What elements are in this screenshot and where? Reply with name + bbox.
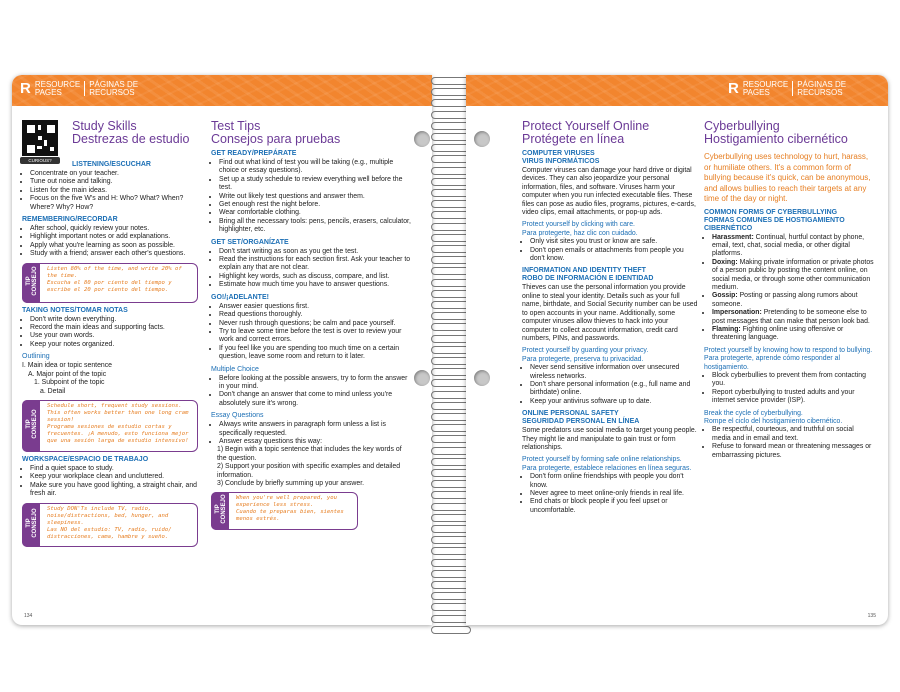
consejo-label: CONSEJO [32, 409, 38, 439]
consejo-label: CONSEJO [221, 494, 227, 525]
resource-line1: RESOURCE [34, 79, 81, 89]
forms-heading-es: FORMAS COMUNES DE HOSTIGAMIENTO CIBERNÉTICO [704, 216, 845, 232]
spiral-ring [431, 469, 471, 477]
outline-line: A. Major point of the topic [28, 370, 107, 378]
tip-text-es: Programa sesiones de estudio cortas y frecuentes. ¡A menudo, esto funciona mejor que una sesión larga de estudio intensivo! [47, 423, 189, 444]
page-number-right: 135 [867, 613, 876, 619]
privacy-subheading-en: Protect yourself by guarding your privacy. [522, 347, 649, 355]
spiral-ring [431, 346, 471, 354]
rel-subheading-en: Protect yourself by forming safe online relationships. [522, 456, 682, 464]
list-item: • Focus on the five W's and H: Who? What? When? Where? Why? How? [30, 195, 208, 212]
list-item: • Before looking at the possible answers, try to form the answer in your mind. [219, 375, 411, 392]
recursos-line1: PÁGINAS DE [89, 79, 139, 89]
spiral-ring [431, 424, 471, 432]
remembering-heading: REMEMBERING/RECORDAR [22, 216, 118, 224]
list-item: • Report cyberbullying to trusted adults and your internet service provider (ISP). [712, 389, 874, 406]
spiral-ring [431, 211, 471, 219]
rel-subheading-es: Para protegerte, establece relaciones en línea seguras. [522, 464, 692, 472]
list-item: • Concentrate on your teacher. [30, 170, 208, 178]
spiral-ring [431, 88, 471, 96]
binder-hole [474, 370, 490, 386]
go-heading: GO!/¡ADELANTE! [211, 293, 269, 301]
list-item: • Flaming: Fighting online using offensive or threatening language. [712, 326, 874, 343]
essay-step: 2) Support your position with specific examples and detailed information. [217, 463, 401, 479]
spiral-ring [431, 379, 471, 387]
safety-heading-es: SEGURIDAD PERSONAL EN LÍNEA [522, 418, 640, 426]
spiral-ring [431, 626, 471, 634]
right-page [466, 75, 888, 625]
ready-heading: GET READY/PREPÁRATE [211, 150, 297, 157]
respond-subheading-en: Protect yourself by knowing how to respond to bullying. [704, 346, 873, 354]
list-item: • Block cyberbullies to prevent them from contacting you. [712, 372, 874, 389]
spiral-ring [431, 267, 471, 275]
qr-curious-label: CURIOUS? [20, 157, 60, 164]
consejo-label: CONSEJO [32, 265, 38, 296]
cycle-subheading-en: Break the cycle of cyberbullying. [704, 409, 803, 417]
list-item: • If you feel like you are spending too much time on a certain question, leave some room and return to it later. [219, 345, 411, 362]
tip-text-en: Study DON'Ts include TV, radio, noise/distractions, bed, hunger, and sleepiness. [47, 505, 169, 526]
notes-heading: TAKING NOTES/TOMAR NOTAS [22, 306, 128, 314]
essay-list [211, 421, 411, 446]
click-list [522, 238, 698, 263]
listening-list [22, 170, 208, 212]
list-item: • Gossip: Posting or passing along rumors about someone. [712, 292, 874, 309]
resource-line2: PAGES [742, 87, 770, 97]
tip-text-en: Schedule short, frequent study sessions. This often works better than one long cram session! [47, 402, 189, 423]
spiral-ring [431, 368, 471, 376]
tip-text-en: When you're well prepared, you experience less stress. [236, 495, 338, 509]
cyber-title-en: Cyberbullying [704, 119, 780, 133]
test-title-es: Consejos para pruebas [211, 132, 341, 146]
tip-text-es: Escucha el 80 por ciento del tiempo y escribe el 20 por ciento del tiempo. [47, 279, 172, 293]
list-item: • Don't share personal information (e.g., full name and birthdate) online. [530, 381, 698, 398]
spiral-ring [431, 603, 471, 611]
tip-box-prepared [211, 492, 358, 530]
tip-box-listen [22, 263, 198, 303]
spiral-ring [431, 312, 471, 320]
list-item: • Keep your notes organized. [30, 341, 208, 349]
forms-list [704, 234, 874, 343]
spiral-ring [431, 234, 471, 242]
qr-code-icon[interactable] [22, 120, 58, 156]
workspace-heading: WORKSPACE/ESPACIO DE TRABAJO [22, 455, 149, 463]
list-item: • Get enough rest the night before. [219, 201, 411, 209]
spiral-ring [431, 144, 471, 152]
tip-text-en: Listen 80% of the time, and write 20% of the time. [47, 265, 182, 279]
spiral-ring [431, 402, 471, 410]
set-list [211, 248, 411, 290]
tip-text-es: Cuando te preparas bien, sientes menos estrés. [236, 509, 344, 523]
tip-text-es: Las NO del estudio: TV, radio, ruido/ distracciones, cama, hambre y sueño. [47, 526, 172, 540]
spiral-ring [431, 357, 471, 365]
spiral-ring [431, 111, 471, 119]
list-item: • Read questions thoroughly. [219, 311, 411, 319]
privacy-list [522, 364, 698, 406]
recursos-line2: RECURSOS [89, 87, 135, 97]
spiral-ring [431, 245, 471, 253]
spiral-ring [431, 547, 471, 555]
spiral-ring [431, 77, 471, 85]
ready-list [211, 159, 411, 235]
spiral-ring [431, 525, 471, 533]
essay-step: 1) Begin with a topic sentence that includes the key words of the question. [217, 446, 402, 462]
spiral-ring [431, 279, 471, 287]
outlining-heading: Outlining [22, 353, 50, 361]
test-tips-column [211, 120, 411, 534]
outline-line: a. Detail [40, 387, 66, 395]
tip-label: TIP [215, 504, 221, 515]
list-item: • Doxing: Making private information or private photos of a person public by posting the content online, on social media, or through some other communication medium. [712, 259, 874, 293]
spiral-ring [431, 200, 471, 208]
list-item: • Make sure you have good lighting, a straight chair, and fresh air. [30, 482, 208, 499]
list-item: • Listen for the main ideas. [30, 187, 208, 195]
header-band [12, 75, 432, 106]
list-item: • Write out likely test questions and answer them. [219, 193, 411, 201]
spiral-ring [431, 122, 471, 130]
tip-box-schedule [22, 400, 198, 452]
outline-line: I. Main idea or topic sentence [22, 362, 113, 370]
workspace-list [22, 465, 208, 499]
spiral-ring [431, 435, 471, 443]
binder-hole [474, 131, 490, 147]
safety-text: Some predators use social media to target young people. They might lie and manipulate to gain trust or form relationships. [522, 427, 697, 451]
recursos-line2: RECURSOS [797, 87, 843, 97]
spiral-ring [431, 592, 471, 600]
list-item: • Keep your antivirus software up to date. [530, 398, 698, 406]
forms-heading-en: COMMON FORMS OF CYBERBULLYING [704, 208, 838, 216]
resource-pages-label [20, 80, 138, 97]
spiral-ring [431, 189, 471, 197]
tip-label: TIP [26, 419, 32, 429]
list-item: • Wear comfortable clothing. [219, 209, 411, 217]
notes-list [22, 316, 208, 350]
spiral-ring [431, 581, 471, 589]
list-item: • Never agree to meet online-only friends in real life. [530, 490, 698, 498]
recursos-line1: PÁGINAS DE [797, 79, 847, 89]
outline-line: 1. Subpoint of the topic [34, 379, 105, 387]
tip-label: TIP [26, 275, 32, 286]
listening-heading: LISTENING/ESCUCHAR [72, 161, 151, 168]
viruses-heading-en: COMPUTER VIRUSES [522, 150, 595, 157]
spiral-ring [431, 301, 471, 309]
spiral-ring [431, 413, 471, 421]
list-item: • Never send sensitive information over unsecured wireless networks. [530, 364, 698, 381]
protect-title-en: Protect Yourself Online [522, 119, 650, 133]
theft-heading-en: INFORMATION AND IDENTITY THEFT [522, 267, 646, 275]
spiral-ring [431, 155, 471, 163]
list-item: • Highlight important notes or add explanations. [30, 233, 208, 241]
spiral-ring [431, 503, 471, 511]
tip-box-donts [22, 503, 198, 547]
go-list [211, 303, 411, 362]
list-item: • Answer essay questions this way: [219, 438, 411, 446]
left-page [12, 75, 432, 625]
respond-list [704, 372, 874, 406]
list-item: • Find out what kind of test you will be taking (e.g., multiple choice or essay questions). [219, 159, 411, 176]
consejo-label: CONSEJO [32, 507, 38, 538]
essay-heading: Essay Questions [211, 412, 264, 420]
list-item: • Only visit sites you trust or know are safe. [530, 238, 698, 246]
list-item: • Don't change an answer that come to mind unless you're absolutely sure it's wrong. [219, 391, 411, 408]
list-item: • Tune out noise and talking. [30, 178, 208, 186]
list-item: • Don't start writing as soon as you get the test. [219, 248, 411, 256]
spiral-ring [431, 133, 471, 141]
list-item: • Use your own words. [30, 332, 208, 340]
spiral-ring [431, 223, 471, 231]
cyberbullying-column [704, 120, 874, 460]
list-item: • Don't form online friendships with people you don't know. [530, 473, 698, 490]
resource-line1: RESOURCE [742, 79, 789, 89]
essay-step: 3) Conclude by briefly summing up your answer. [217, 480, 365, 487]
spiral-ring [431, 335, 471, 343]
header-band [466, 75, 888, 106]
list-item: • Don't write down everything. [30, 316, 208, 324]
tip-label: TIP [26, 517, 32, 528]
list-item: • Try to leave some time before the test is over to review your work and correct errors. [219, 328, 411, 345]
protect-title-es: Protégete en línea [522, 132, 625, 146]
resource-line2: PAGES [34, 87, 62, 97]
study-title-es: Destrezas de estudio [72, 132, 190, 146]
spiral-ring [431, 290, 471, 298]
list-item: • Be respectful, courteous, and truthful on social media and in email and text. [712, 426, 874, 443]
list-item: • Refuse to forward mean or threatening messages or embarrassing pictures. [712, 443, 874, 460]
list-item: • Highlight key words, such as discuss, compare, and list. [219, 273, 411, 281]
theft-text: Thieves can use the personal information you provide online to steal your identity. Details such as your full name, birthdate, and Social Security number can be used to open accounts in your name. Additionally, some computer viruses allow thieves to hack into your computer to collect account information, credit card numbers, PINs, and passwords. [522, 284, 698, 342]
list-item: • Read the instructions for each section first. Ask your teacher to explain any that are not clear. [219, 256, 411, 273]
theft-heading-es: ROBO DE INFORMACIÓN E IDENTIDAD [522, 275, 654, 283]
page-number-left: 134 [24, 613, 33, 619]
spiral-ring [431, 491, 471, 499]
list-item: • Never rush through questions; be calm and pace yourself. [219, 320, 411, 328]
spiral-ring [431, 99, 471, 107]
spiral-ring [431, 323, 471, 331]
resource-pages-label [728, 80, 846, 97]
list-item: • Record the main ideas and supporting facts. [30, 324, 208, 332]
click-subheading-es: Para protegerte, haz clic con cuidado. [522, 229, 638, 237]
list-item: • Find a quiet space to study. [30, 465, 208, 473]
privacy-subheading-es: Para protegerte, preserva tu privacidad. [522, 355, 644, 363]
set-heading: GET SET/ORGANÍZATE [211, 238, 289, 246]
spiral-ring [431, 559, 471, 567]
viruses-text: Computer viruses can damage your hard drive or digital devices. They can also jeopardize your personal information, files, and software. Viruses harm your computer when you run infected executable files. These files can pose as audio files, programs, pictures, e-cards, video clips, email attachments, or pop-up ads. [522, 167, 696, 217]
spiral-ring [431, 447, 471, 455]
mc-list [211, 375, 411, 409]
spiral-ring [431, 570, 471, 578]
study-skills-body [22, 157, 208, 551]
spiral-ring [431, 391, 471, 399]
list-item: • Set up a study schedule to review everything well before the test. [219, 176, 411, 193]
safety-heading-en: ONLINE PERSONAL SAFETY [522, 410, 619, 418]
list-item: • Impersonation: Pretending to be someone else to post messages that can make that person look bad. [712, 309, 874, 326]
click-subheading-en: Protect yourself by clicking with care. [522, 221, 635, 229]
cycle-list [704, 426, 874, 460]
spiral-ring [431, 536, 471, 544]
list-item: • Answer easier questions first. [219, 303, 411, 311]
spiral-ring [431, 167, 471, 175]
cyber-title-es: Hostigamiento cibernético [704, 132, 848, 146]
viruses-heading-es: VIRUS INFORMÁTICOS [522, 158, 600, 165]
list-item: • Estimate how much time you have to answer questions. [219, 281, 411, 289]
mc-heading: Multiple Choice [211, 365, 259, 373]
study-skills-column [72, 120, 204, 146]
list-item: • Bring all the necessary tools: pens, pencils, erasers, calculator, highlighter, etc. [219, 218, 411, 235]
resource-logo: R [20, 80, 30, 97]
list-item: • After school, quickly review your notes. [30, 225, 208, 233]
remembering-list [22, 225, 208, 259]
cyber-intro: Cyberbullying uses technology to hurt, harass, or humiliate others. It's a common form of bullying because it's quick, can be anonymous, and allows bullies to reach their targets at any time of the day or night. [704, 152, 871, 203]
spiral-ring [431, 458, 471, 466]
study-title-en: Study Skills [72, 119, 137, 133]
spiral-ring [431, 178, 471, 186]
cycle-subheading-es: Rompe el ciclo del hostigamiento cibernético. [704, 418, 843, 426]
list-item: • Harassment: Continual, hurtful contact by phone, email, text, chat, social media, or other digital platforms. [712, 234, 874, 259]
list-item: • Don't open emails or attachments from people you don't know. [530, 247, 698, 264]
list-item: • End chats or block people if you feel upset or uncomfortable. [530, 498, 698, 515]
rel-list [522, 473, 698, 515]
spiral-ring [431, 256, 471, 264]
resource-logo: R [728, 80, 738, 97]
spiral-ring [431, 480, 471, 488]
spiral-ring [431, 615, 471, 623]
list-item: • Study with a friend; answer each other's questions. [30, 250, 208, 258]
protect-column [522, 120, 698, 515]
list-item: • Keep your workplace clean and uncluttered. [30, 473, 208, 481]
list-item: • Always write answers in paragraph form unless a list is specifically requested. [219, 421, 411, 438]
list-item: • Apply what you're learning as soon as possible. [30, 242, 208, 250]
respond-subheading-es: Para protegerte, aprende cómo responder al hostigamiento. [704, 355, 840, 371]
test-title-en: Test Tips [211, 119, 261, 133]
spiral-ring [431, 514, 471, 522]
